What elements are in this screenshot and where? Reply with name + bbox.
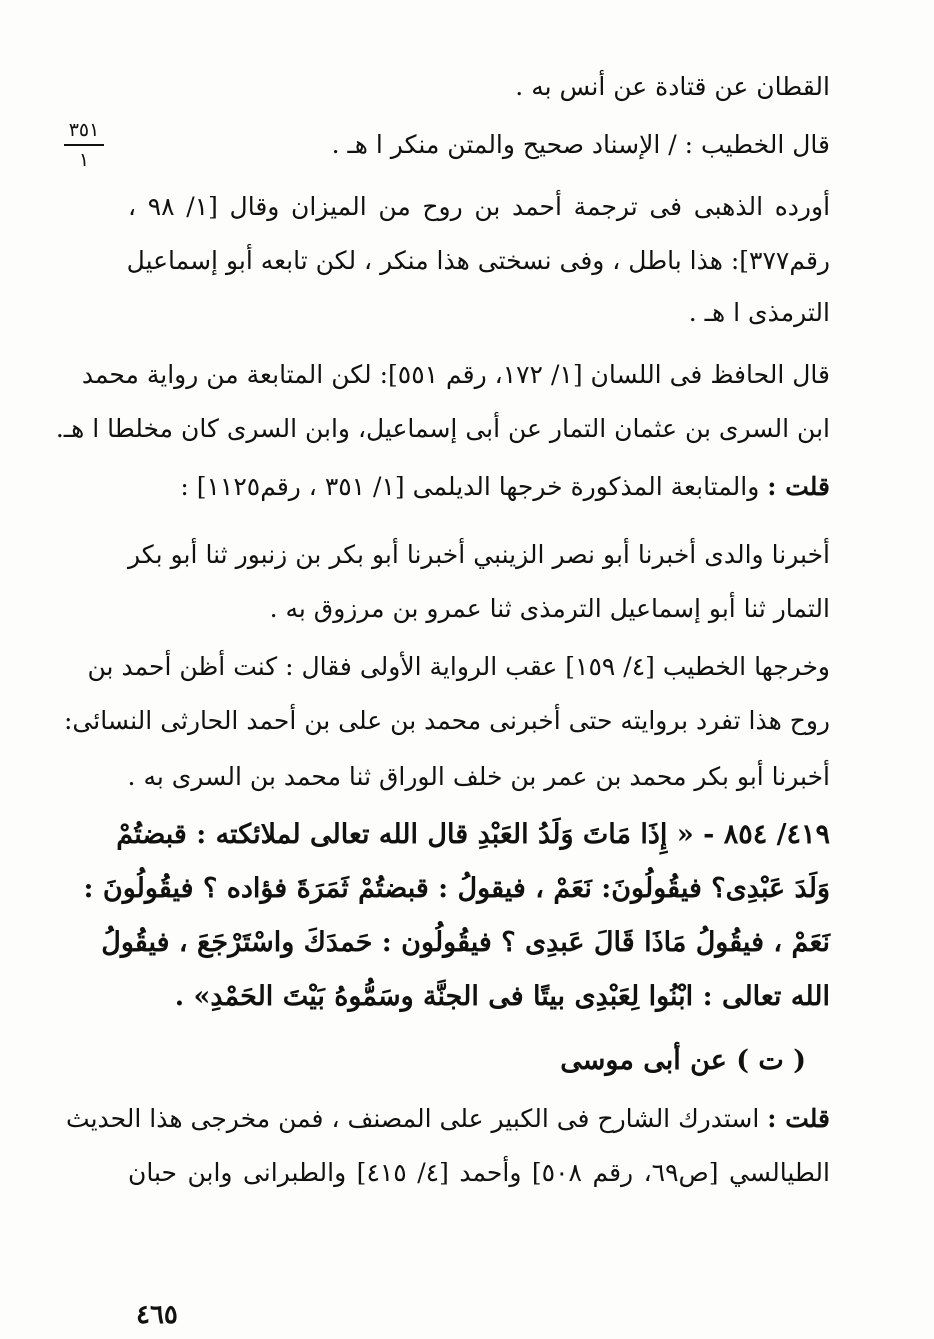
- hadith-line-3: نَعَمْ ، فيقُولُ مَاذَا قَالَ عَبدِى ؟ فيقُولُون : حَمدَكَ واسْتَرْجَعَ ، فيقُولُ: [101, 927, 830, 958]
- text-line-13: أخبرنا أبو بكر محمد بن عمر بن خلف الوراق ثنا محمد بن السرى به .: [127, 762, 830, 791]
- text-line-8-body: والمتابعة المذكورة خرجها الديلمى [١/ ٣٥١ ، رقم١١٢٥] :: [180, 472, 760, 501]
- text-line-2: قال الخطيب : / الإسناد صحيح والمتن منكر ا هـ .: [331, 130, 830, 159]
- text-line-15: الطيالسي [ص٦٩، رقم ٥٠٨] وأحمد [٤/ ٤١٥] والطبرانى وابن حبان: [128, 1158, 830, 1187]
- text-line-9: أخبرنا والدى أخبرنا أبو نصر الزينبي أخبرنا أبو بكر بن زنبور ثنا أبو بكر: [128, 540, 830, 569]
- text-line-14-body: استدرك الشارح فى الكبير على المصنف ، فمن مخرجى هذا الحديث: [66, 1104, 760, 1133]
- page-number: ٤٦٥: [136, 1300, 178, 1330]
- text-line-14: [66, 1102, 830, 1136]
- text-line-1: القطان عن قتادة عن أنس به .: [515, 72, 830, 101]
- hadith-line-4: الله تعالى : ابْنُوا لِعَبْدِى بيتًا فى الجنَّة وسَمُّوهُ بَيْتَ الحَمْدِ» .: [174, 981, 830, 1012]
- note-lead-qultu: قلت :: [767, 472, 830, 501]
- margin-folio-number: ٣٥١: [64, 118, 104, 146]
- text-line-5: الترمذى ا هـ .: [688, 298, 830, 327]
- hadith-source: ( ت ) عن أبى موسى: [560, 1045, 806, 1076]
- margin-folio-reference: [64, 118, 104, 172]
- text-line-7: ابن السرى بن عثمان التمار عن أبى إسماعيل، وابن السرى كان مخلطا ا هـ.: [55, 414, 830, 443]
- text-line-12: روح هذا تفرد بروايته حتى أخبرنى محمد بن على بن أحمد الحارثى النسائى:: [64, 706, 830, 735]
- note-lead-qultu-2: قلت :: [767, 1104, 830, 1133]
- text-line-3: أورده الذهبى فى ترجمة أحمد بن روح من الميزان وقال [١/ ٩٨ ،: [128, 192, 831, 221]
- hadith-line-1: ٤١٩/ ٨٥٤ - « إِذَا مَاتَ وَلَدُ العَبْدِ قال الله تعالى لملائكته : قبضتُمْ: [116, 819, 830, 850]
- text-line-6: قال الحافظ فى اللسان [١/ ١٧٢، رقم ٥٥١]: لكن المتابعة من رواية محمد: [81, 360, 830, 389]
- hadith-line-2: وَلَدَ عَبْدِى؟ فيقُولُونَ: نَعَمْ ، فيقولُ : قبضتُمْ ثَمَرَةَ فؤاده ؟ فيقُولُونَ :: [83, 873, 830, 904]
- text-line-4: رقم٣٧٧]: هذا باطل ، وفى نسختى هذا منكر ، لكن تابعه أبو إسماعيل: [126, 246, 830, 275]
- text-line-11: وخرجها الخطيب [٤/ ١٥٩] عقب الرواية الأولى فقال : كنت أظن أحمد بن: [87, 652, 830, 681]
- text-line-10: التمار ثنا أبو إسماعيل الترمذى ثنا عمرو بن مرزوق به .: [269, 594, 830, 623]
- margin-folio-volume: ١: [78, 149, 90, 171]
- text-line-8: [180, 470, 830, 504]
